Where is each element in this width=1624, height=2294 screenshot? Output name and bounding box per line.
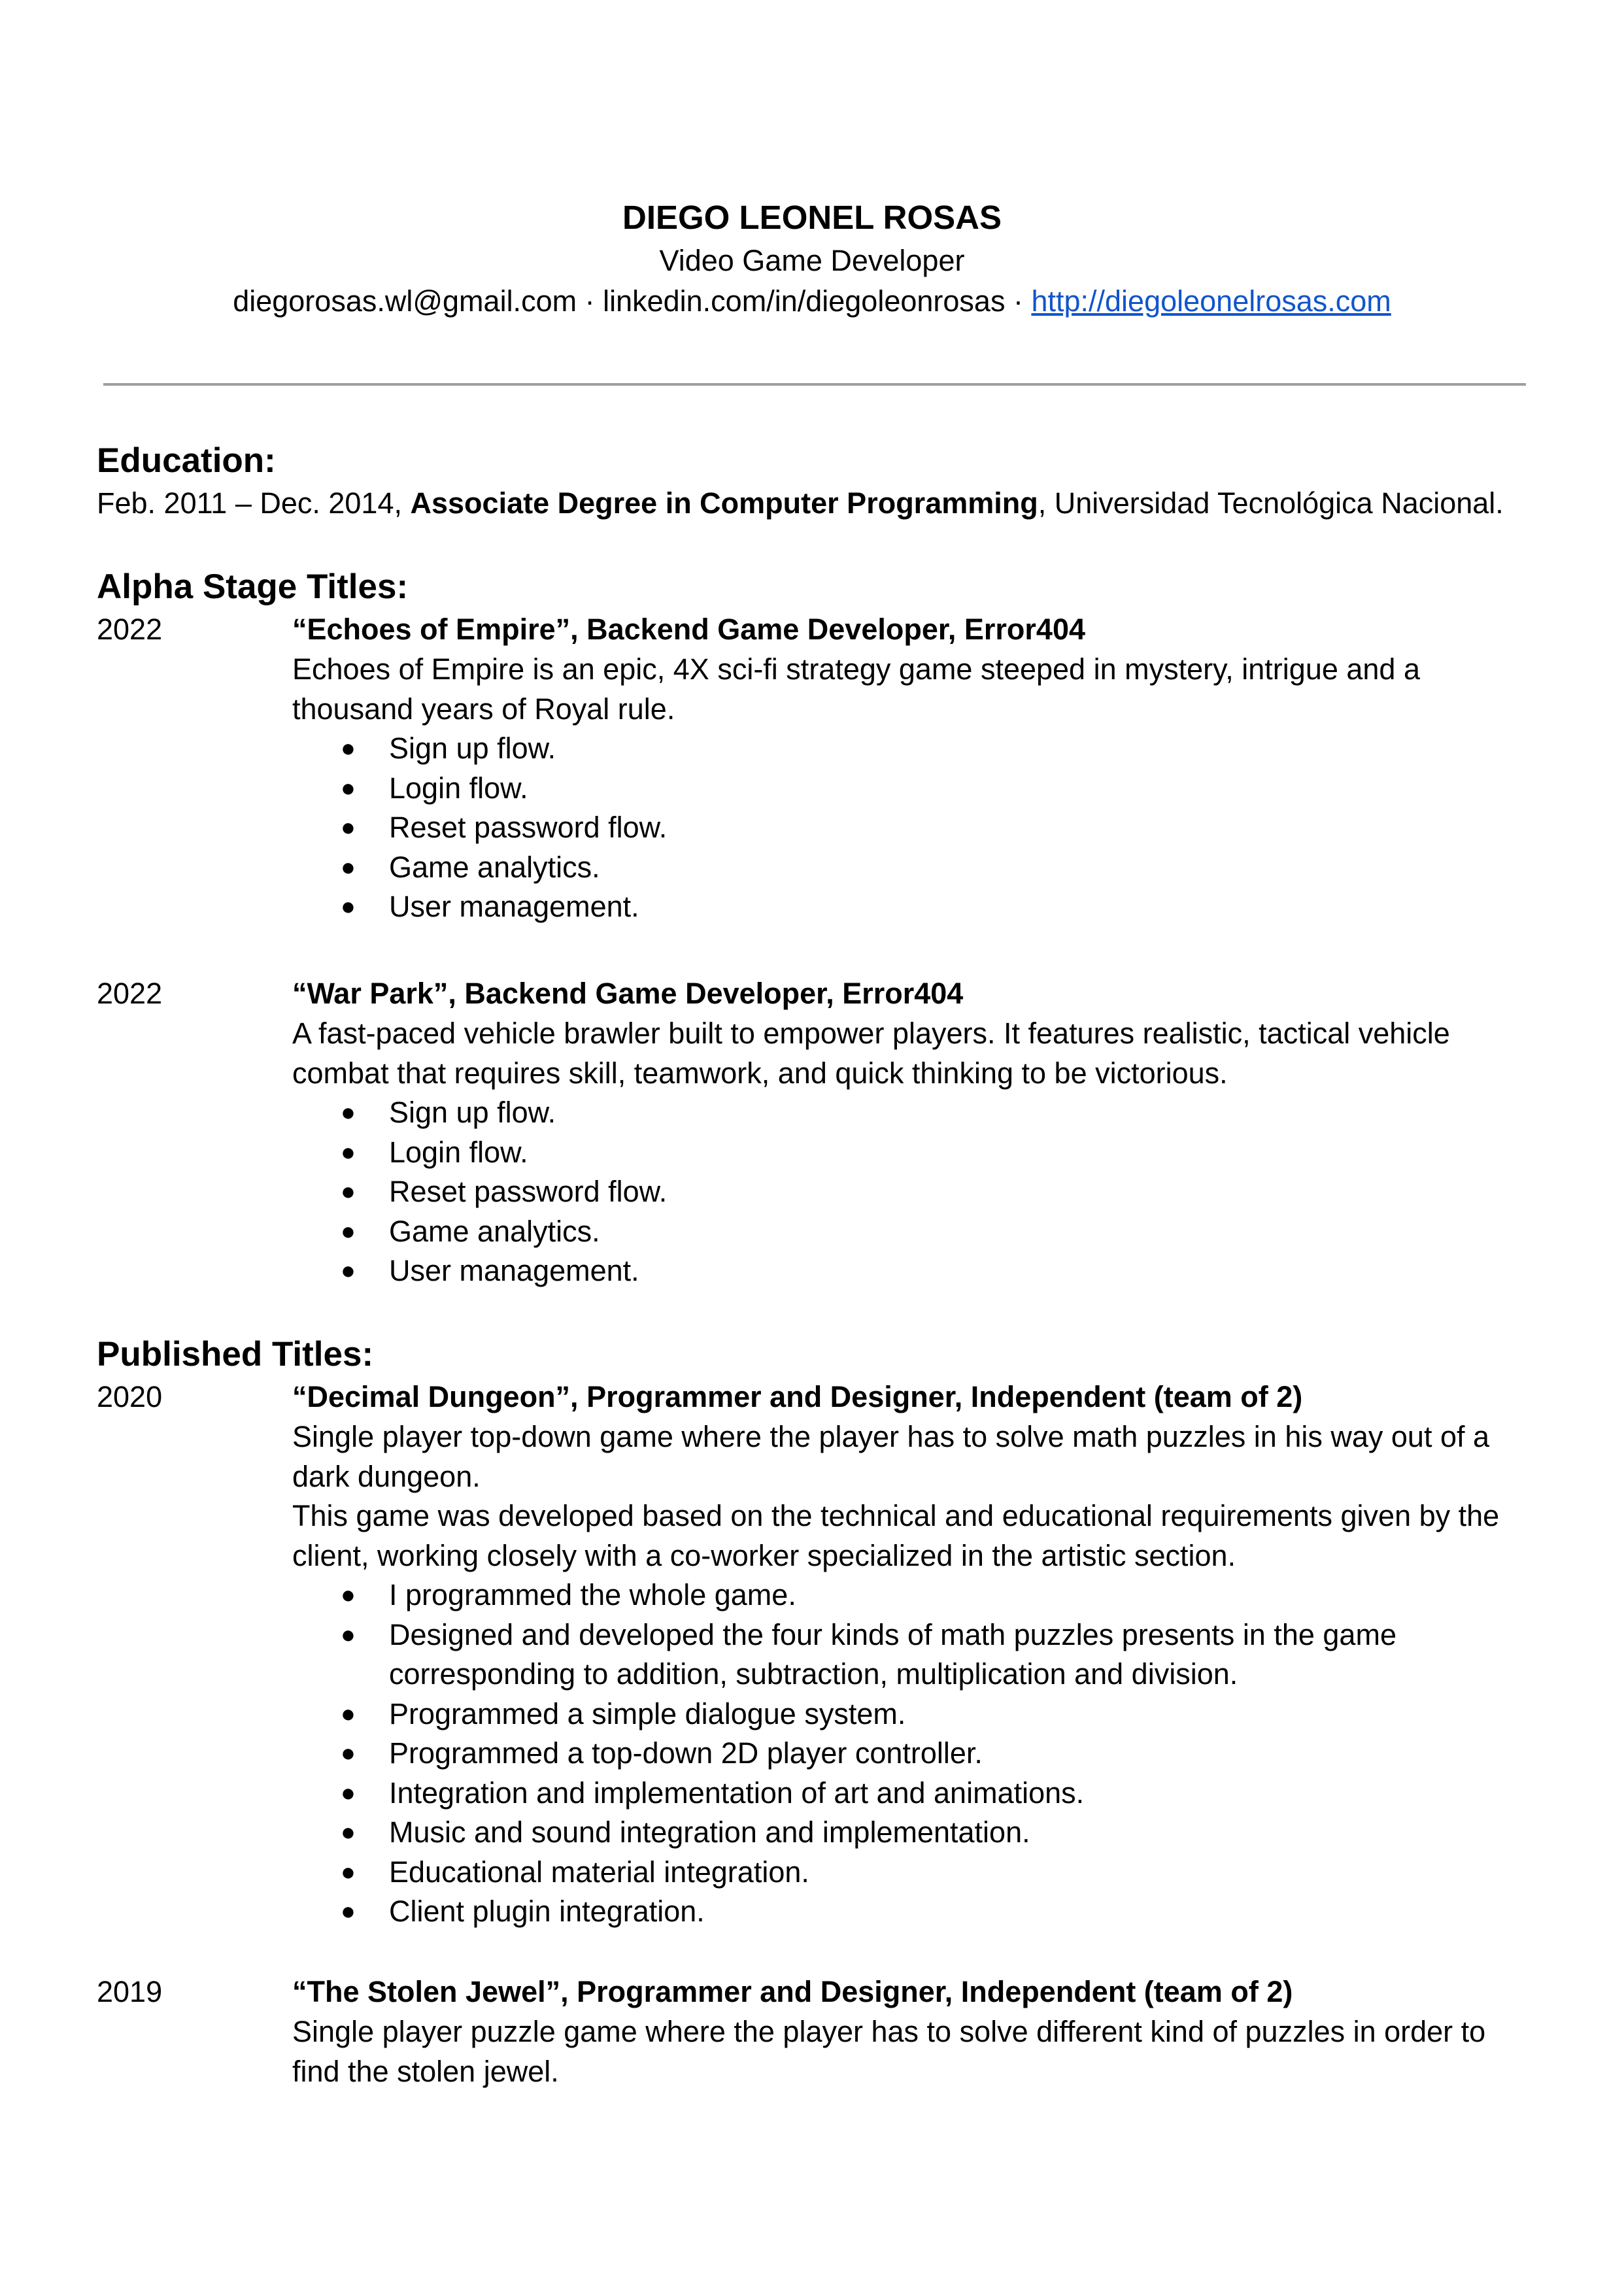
bullet-item: ● Educational material integration.	[292, 1853, 1527, 1893]
bullet-item: ● Client plugin integration.	[292, 1892, 1527, 1932]
entry-bullets	[292, 1093, 1527, 1291]
entry-year: 2020	[97, 1380, 163, 1413]
published-heading: Published Titles:	[97, 1335, 374, 1374]
bullet-item: ● Designed and developed the four kinds of math puzzles presents in the game corresponding to addition, subtraction, multiplication and division.	[292, 1615, 1527, 1695]
entry-year: 2022	[97, 977, 163, 1010]
bullet-item: ● Music and sound integration and implementation.	[292, 1813, 1527, 1853]
bullet-item: ● Game analytics.	[292, 848, 1527, 888]
bullet-item: ● Integration and implementation of art and animations.	[292, 1774, 1527, 1813]
bullet-item: ● Programmed a simple dialogue system.	[292, 1695, 1527, 1734]
entry-title: “The Stolen Jewel”, Programmer and Designer, Independent (team of 2)	[292, 1975, 1293, 2008]
bullet-item: ● User management.	[292, 1251, 1527, 1291]
entry-description: Single player puzzle game where the player has to solve different kind of puzzles in order to find the stolen jewel.	[292, 2015, 1486, 2088]
education-dates: Feb. 2011 – Dec. 2014,	[97, 486, 411, 520]
candidate-role: Video Game Developer	[659, 244, 965, 277]
bullet-item: ● Reset password flow.	[292, 808, 1527, 848]
linkedin-text: linkedin.com/in/diegoleonrosas	[603, 284, 1006, 318]
education-institution: , Universidad Tecnológica Nacional.	[1038, 486, 1504, 520]
entry-year: 2022	[97, 613, 163, 646]
bullet-item: ● Reset password flow.	[292, 1172, 1527, 1212]
entry-title: “Echoes of Empire”, Backend Game Developer, Error404	[292, 613, 1086, 646]
bullet-item: ● Game analytics.	[292, 1212, 1527, 1252]
entry-description: Single player top-down game where the player has to solve math puzzles in his way out of a dark dungeon.	[292, 1420, 1490, 1493]
bullet-item: ● Login flow.	[292, 1133, 1527, 1173]
bullet-item: ● Login flow.	[292, 769, 1527, 809]
contact-separator: ·	[577, 284, 603, 318]
education-degree: Associate Degree in Computer Programming	[410, 486, 1038, 520]
education-heading: Education:	[97, 441, 276, 480]
bullet-item: ● Sign up flow.	[292, 1093, 1527, 1133]
website-link[interactable]: http://diegoleonelrosas.com	[1031, 284, 1391, 318]
bullet-item: ● Programmed a top-down 2D player controller.	[292, 1734, 1527, 1774]
candidate-name: DIEGO LEONEL ROSAS	[622, 199, 1002, 236]
entry-description-secondary: This game was developed based on the technical and educational requirements given by the client, working closely with a co-worker specialized in the artistic section.	[292, 1499, 1500, 1572]
bullet-item: ● User management.	[292, 887, 1527, 927]
entry-title: “Decimal Dungeon”, Programmer and Designer, Independent (team of 2)	[292, 1380, 1303, 1413]
bullet-item: ● Sign up flow.	[292, 729, 1527, 769]
email-text: diegorosas.wl@gmail.com	[233, 284, 577, 318]
entry-title: “War Park”, Backend Game Developer, Error404	[292, 977, 964, 1010]
header-divider	[103, 383, 1526, 386]
entry-description: A fast-paced vehicle brawler built to empower players. It features realistic, tactical vehicle combat that requires skill, teamwork, and quick thinking to be victorious.	[292, 1017, 1450, 1090]
entry-bullets	[292, 1576, 1527, 1932]
entry-description: Echoes of Empire is an epic, 4X sci-fi strategy game steeped in mystery, intrigue and a thousand years of Royal rule.	[292, 652, 1420, 726]
contact-line	[0, 281, 1624, 322]
resume-header	[0, 195, 1624, 322]
education-line	[97, 484, 1504, 523]
entry-year: 2019	[97, 1975, 163, 2008]
alpha-heading: Alpha Stage Titles:	[97, 567, 409, 606]
contact-separator: ·	[1005, 284, 1032, 318]
entry-bullets	[292, 729, 1527, 927]
bullet-item: ● I programmed the whole game.	[292, 1576, 1527, 1615]
